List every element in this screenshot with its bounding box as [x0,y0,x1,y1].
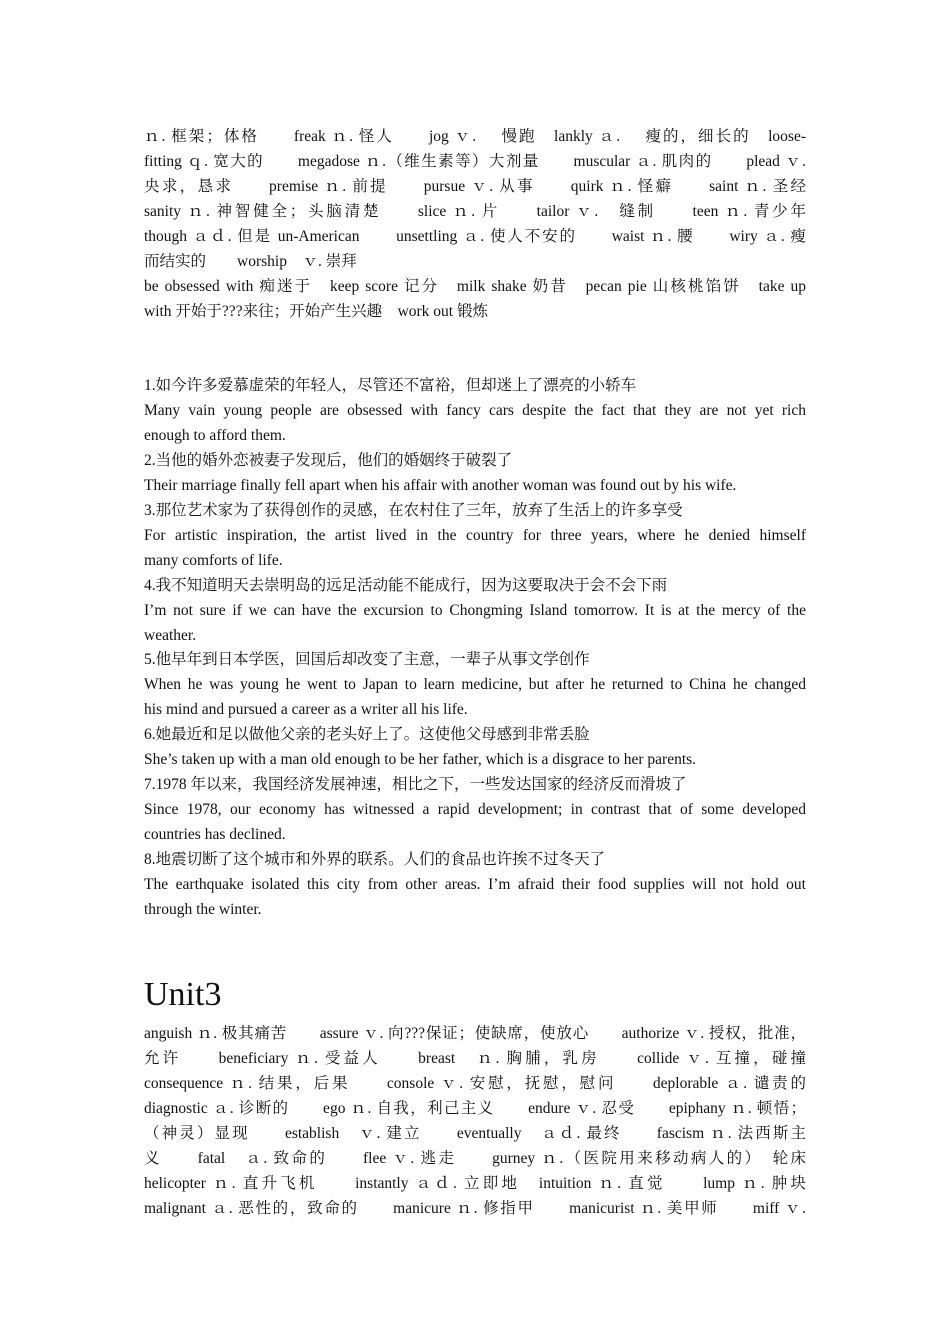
english-translation: Many vain young people are obsessed with fancy cars despite the fact that they are not yet rich [144,402,806,419]
vocab-line: anguish ｎ. 极其痛苦 assure ｖ. 向???保证；使缺席，使放心 authorize ｖ. 授权，批准， [144,1025,806,1042]
english-translation: enough to afford them. [144,427,286,444]
unit-heading: Unit3 [144,976,222,1013]
vocab-line: though ａｄ. 但是 un-American unsettling ａ. 使人不安的 waist ｎ. 腰 wiry ａ. 瘦 [144,228,806,245]
chinese-sentence: 7.1978 年以来，我国经济发展神速，相比之下，一些发达国家的经济反而滑坡了 [144,776,687,793]
vocab-line: 义 fatal ａ. 致命的 flee ｖ. 逃走 gurney ｎ.（医院用来移动病人的） 轮床 [144,1150,806,1167]
vocab-line: 央求，恳求 premise ｎ. 前提 pursue ｖ. 从事 quirk ｎ. 怪癖 saint ｎ. 圣经 [144,178,806,195]
english-translation: When he was young he went to Japan to learn medicine, but after he returned to China he changed [144,676,806,693]
english-translation: through the winter. [144,901,262,918]
english-translation: I’m not sure if we can have the excursion to Chongming Island tomorrow. It is at the mercy of the [144,602,806,619]
english-translation: weather. [144,627,197,644]
vocab-line: helicopter ｎ. 直升飞机 instantly ａｄ. 立即地 intuition ｎ. 直觉 lump ｎ. 肿块 [144,1175,806,1192]
chinese-sentence: 1.如今许多爱慕虚荣的年轻人，尽管还不富裕，但却迷上了漂亮的小轿车 [144,377,637,394]
vocab-line: ｎ. 框架；体格 freak ｎ. 怪人 jog ｖ. 慢跑 lankly ａ. 瘦的，细长的 loose- [144,128,806,145]
vocab-line: malignant ａ. 恶性的，致命的 manicure ｎ. 修指甲 manicurist ｎ. 美甲师 miff ｖ. [144,1200,806,1217]
vocab-line: consequence ｎ. 结果，后果 console ｖ. 安慰，抚慰，慰问 deplorable ａ. 谴责的 [144,1075,806,1092]
phrase-line: with 开始于???来往；开始产生兴趣 work out 锻炼 [144,303,488,320]
vocab-line: 而结实的 worship ｖ. 崇拜 [144,253,357,270]
chinese-sentence: 2.当他的婚外恋被妻子发现后，他们的婚姻终于破裂了 [144,452,513,469]
vocab-line: sanity ｎ. 神智健全；头脑清楚 slice ｎ. 片 tailor ｖ. 缝制 teen ｎ. 青少年 [144,203,806,220]
english-translation: She’s taken up with a man old enough to be her father, which is a disgrace to her parents. [144,751,697,768]
vocab-line: fitting ｑ. 宽大的 megadose ｎ.（维生素等）大剂量 muscular ａ. 肌肉的 plead ｖ. [144,153,806,170]
english-translation: The earthquake isolated this city from other areas. I’m afraid their food supplies will not hold out [144,876,806,893]
english-translation: countries has declined. [144,826,286,843]
chinese-sentence: 5.他早年到日本学医，回国后却改变了主意，一辈子从事文学创作 [144,651,590,668]
english-translation: For artistic inspiration, the artist lived in the country for three years, where he denied himself [144,527,806,544]
english-translation: many comforts of life. [144,552,283,569]
english-translation: Since 1978, our economy has witnessed a rapid development; in contrast that of some developed [144,801,806,818]
chinese-sentence: 3.那位艺术家为了获得创作的灵感，在农村住了三年，放弃了生活上的许多享受 [144,502,683,519]
chinese-sentence: 4.我不知道明天去崇明岛的远足活动能不能成行，因为这要取决于会不会下雨 [144,577,668,594]
english-translation: Their marriage finally fell apart when his affair with another woman was found out by his wife. [144,477,737,494]
phrase-line: be obsessed with 痴迷于 keep score 记分 milk shake 奶昔 pecan pie 山核桃馅饼 take up [144,278,806,295]
chinese-sentence: 8.地震切断了这个城市和外界的联系。人们的食品也许挨不过冬天了 [144,851,606,868]
vocab-line: 允许 beneficiary ｎ. 受益人 breast ｎ. 胸脯，乳房 collide ｖ. 互撞，碰撞 [144,1050,806,1067]
chinese-sentence: 6.她最近和足以做他父亲的老头好上了。这使他父母感到非常丢脸 [144,726,590,743]
vocab-line: （神灵）显现 establish ｖ. 建立 eventually ａｄ. 最终 fascism ｎ. 法西斯主 [144,1125,806,1142]
english-translation: his mind and pursued a career as a writer all his life. [144,701,468,718]
vocab-line: diagnostic ａ. 诊断的 ego ｎ. 自我，利己主义 endure ｖ. 忍受 epiphany ｎ. 顿悟； [144,1100,806,1117]
